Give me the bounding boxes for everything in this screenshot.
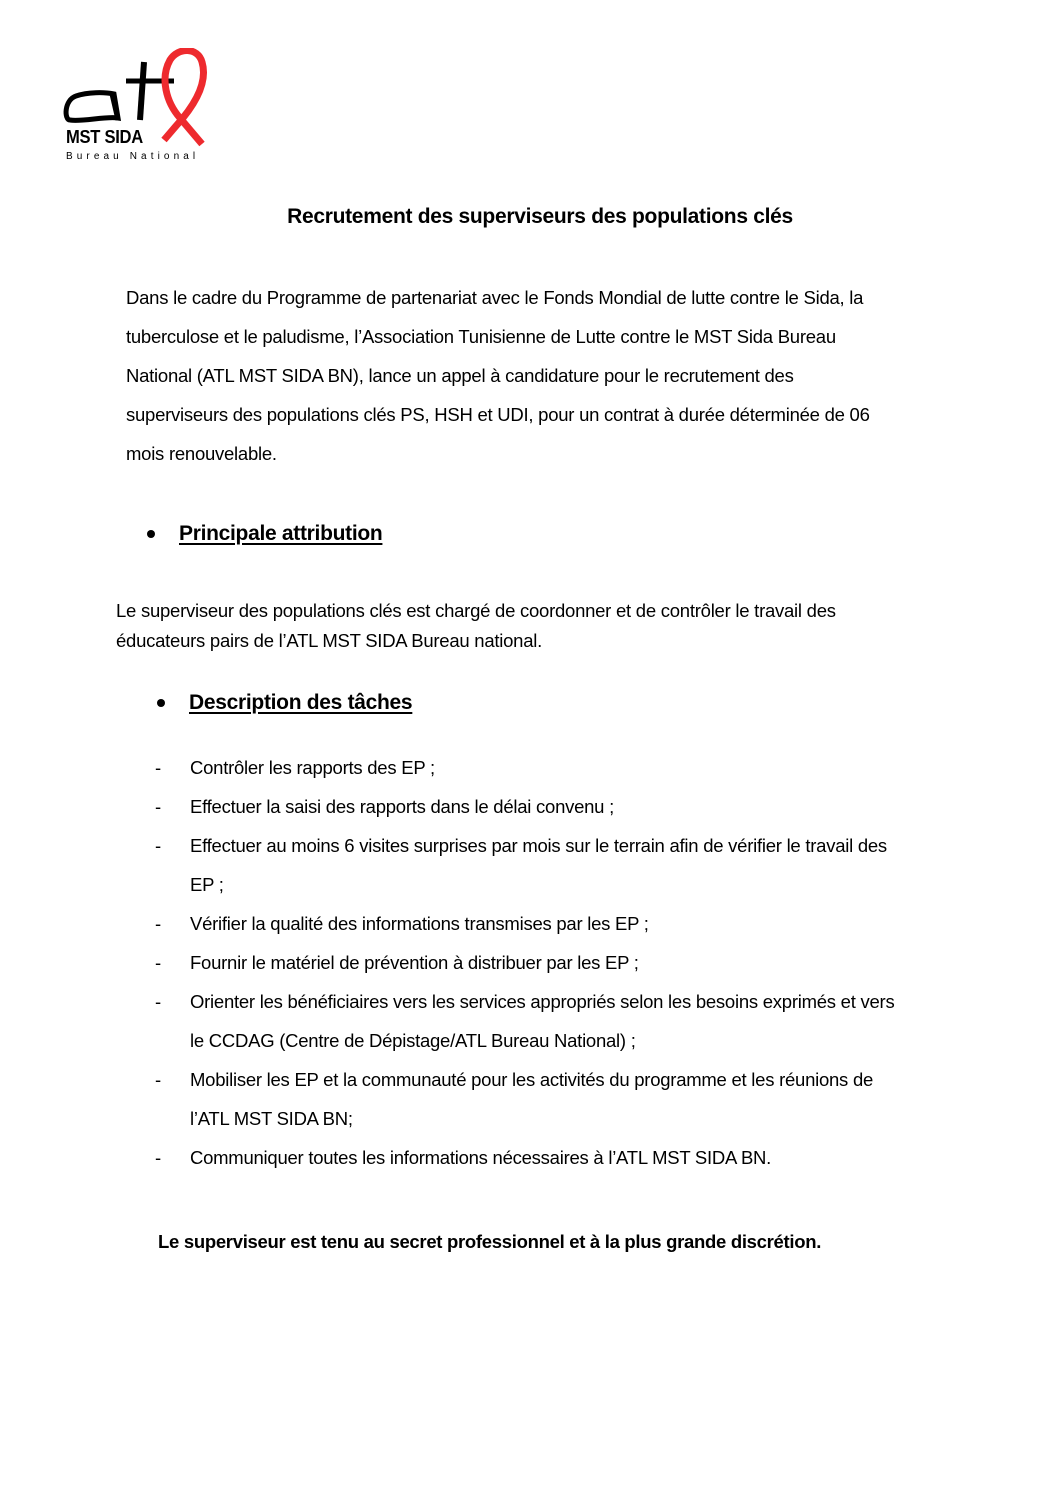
task-line: Orienter les bénéficiaires vers les services appropriés selon les besoins exprimés et vers	[190, 991, 895, 1012]
task-list	[155, 748, 955, 1177]
document-title: Recrutement des superviseurs des populations clés	[287, 205, 793, 228]
atl-logo	[62, 48, 212, 166]
dash-bullet: -	[155, 952, 161, 973]
closing-statement: Le superviseur est tenu au secret professionnel et à la plus grande discrétion.	[158, 1231, 822, 1252]
task-line: Vérifier la qualité des informations transmises par les EP ;	[190, 913, 649, 934]
dash-bullet: -	[155, 796, 161, 817]
intro-line: Dans le cadre du Programme de partenariat avec le Fonds Mondial de lutte contre le Sida, la	[126, 287, 864, 308]
intro-line: tuberculose et le paludisme, l’Association Tunisienne de Lutte contre le MST Sida Bureau	[126, 326, 836, 347]
task-line: Fournir le matériel de prévention à distribuer par les EP ;	[190, 952, 639, 973]
task-item	[155, 826, 955, 904]
dash-bullet: -	[155, 1147, 161, 1168]
task-line: Communiquer toutes les informations nécessaires à l’ATL MST SIDA BN.	[190, 1147, 772, 1168]
dash-bullet: -	[155, 913, 161, 934]
task-item	[155, 1060, 955, 1138]
intro-line: mois renouvelable.	[126, 443, 277, 464]
task-line: EP ;	[190, 874, 224, 895]
section-heading-text: Description des tâches	[189, 691, 413, 714]
attribution-paragraph	[116, 596, 946, 656]
task-item	[155, 982, 955, 1060]
task-line: Effectuer au moins 6 visites surprises par mois sur le terrain afin de vérifier le travail des	[190, 835, 887, 856]
dash-bullet: -	[155, 757, 161, 778]
task-item	[155, 904, 955, 943]
paragraph-line: Le superviseur des populations clés est chargé de coordonner et de contrôler le travail des	[116, 600, 836, 621]
task-item	[155, 748, 955, 787]
bullet-icon	[157, 699, 165, 707]
section-heading-text: Principale attribution	[179, 522, 383, 545]
task-line: Contrôler les rapports des EP ;	[190, 757, 435, 778]
dash-bullet: -	[155, 1069, 161, 1090]
task-item	[155, 787, 955, 826]
task-item	[155, 1138, 955, 1177]
task-line: Mobiliser les EP et la communauté pour les activités du programme et les réunions de	[190, 1069, 874, 1090]
intro-line: National (ATL MST SIDA BN), lance un appel à candidature pour le recrutement des	[126, 365, 794, 386]
section-heading-principale-attribution	[147, 522, 382, 546]
paragraph-line: éducateurs pairs de l’ATL MST SIDA Bureau national.	[116, 630, 543, 651]
task-line: le CCDAG (Centre de Dépistage/ATL Bureau National) ;	[190, 1030, 636, 1051]
intro-line: superviseurs des populations clés PS, HSH et UDI, pour un contrat à durée déterminée de 06	[126, 404, 870, 425]
logo-mst-sida-text: MST SIDA	[66, 127, 143, 147]
task-item	[155, 943, 955, 982]
bullet-icon	[147, 530, 155, 538]
intro-paragraph	[126, 278, 946, 473]
dash-bullet: -	[155, 835, 161, 856]
logo-bureau-national-text: Bureau National	[66, 151, 200, 162]
task-line: l’ATL MST SIDA BN;	[190, 1108, 353, 1129]
dash-bullet: -	[155, 991, 161, 1012]
section-heading-description-taches	[157, 691, 412, 715]
task-line: Effectuer la saisi des rapports dans le délai convenu ;	[190, 796, 614, 817]
